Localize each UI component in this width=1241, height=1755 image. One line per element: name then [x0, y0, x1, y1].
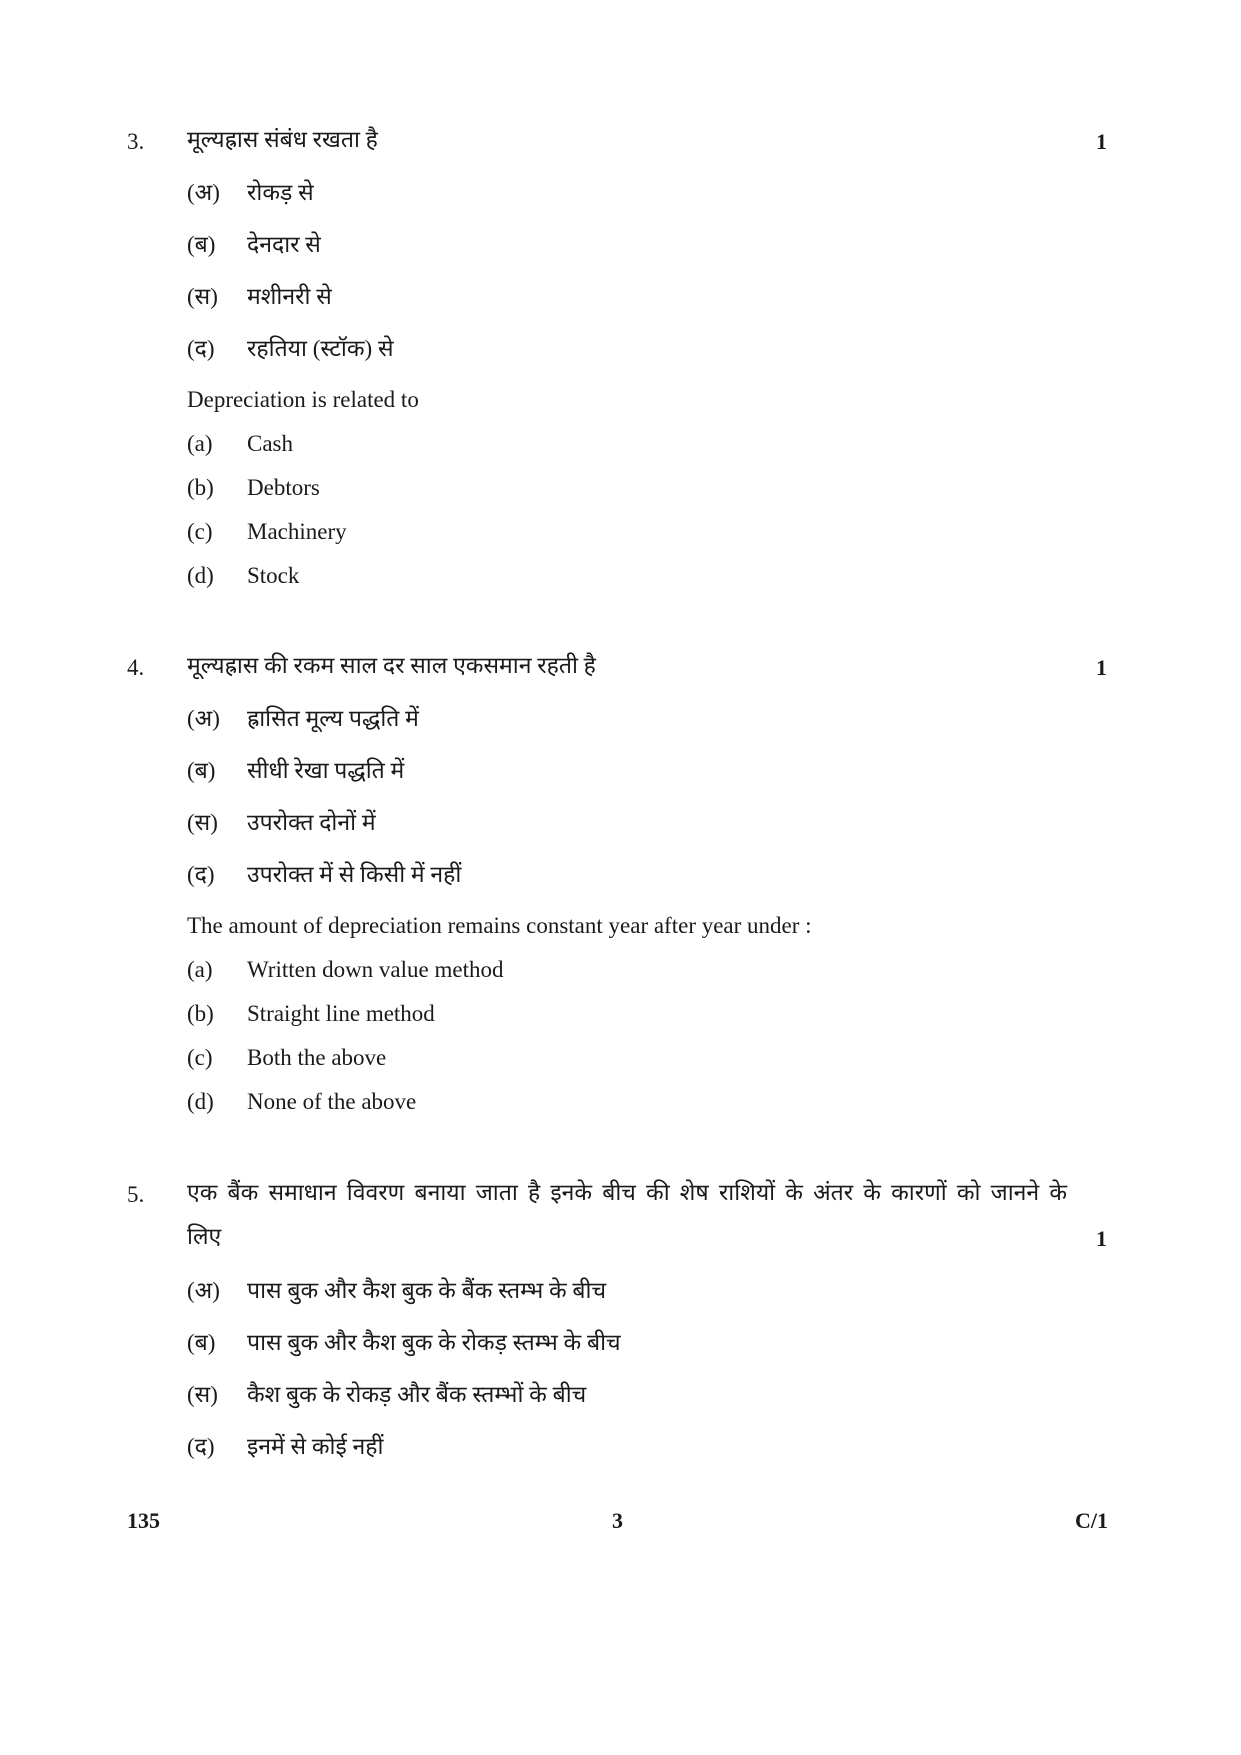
option-label: (स)	[187, 284, 218, 309]
option-label: (द)	[187, 336, 215, 361]
option-label: (b)	[187, 1001, 214, 1026]
option-text: उपरोक्त दोनों में	[247, 810, 376, 835]
option-text: रोकड़ से	[247, 180, 314, 205]
question-number: 5.	[127, 1182, 145, 1207]
option-text: पास बुक और कैश बुक के बैंक स्तम्भ के बीच	[247, 1278, 607, 1303]
option-hindi	[187, 178, 314, 208]
question-number: 4.	[127, 655, 145, 680]
option-text: Written down value method	[247, 957, 504, 982]
option-label: (d)	[187, 563, 214, 588]
option-label: (ब)	[187, 232, 216, 257]
option-text: कैश बुक के रोकड़ और बैंक स्तम्भों के बीच	[247, 1382, 587, 1407]
option-text: रहतिया (स्टॉक) से	[247, 336, 394, 361]
option-text: Debtors	[247, 475, 320, 500]
option-hindi	[187, 230, 321, 260]
option-label: (द)	[187, 1434, 215, 1459]
question-text-english: Depreciation is related to	[187, 387, 419, 412]
option-label: (c)	[187, 1045, 213, 1070]
option-text: उपरोक्त में से किसी में नहीं	[247, 862, 462, 887]
option-text: ह्रासित मूल्य पद्धति में	[247, 706, 419, 731]
option-label: (अ)	[187, 1278, 220, 1303]
footer-code: 135	[127, 1508, 160, 1533]
option-hindi	[187, 1328, 621, 1358]
option-label: (द)	[187, 862, 215, 887]
question-text-hindi: मूल्यह्रास संबंध रखता है	[187, 127, 378, 152]
option-hindi	[187, 334, 394, 364]
option-hindi	[187, 808, 376, 838]
option-text: Both the above	[247, 1045, 387, 1070]
option-english	[187, 517, 347, 547]
option-label: (b)	[187, 475, 214, 500]
option-hindi	[187, 282, 332, 312]
option-hindi	[187, 756, 404, 786]
option-hindi	[187, 704, 419, 734]
option-label: (c)	[187, 519, 213, 544]
question-number: 3.	[127, 129, 145, 154]
option-text: सीधी रेखा पद्धति में	[247, 758, 405, 783]
question-text-hindi: मूल्यह्रास की रकम साल दर साल एकसमान रहती है	[187, 653, 596, 678]
option-text: Machinery	[247, 519, 347, 544]
option-english	[187, 429, 293, 459]
option-text: पास बुक और कैश बुक के रोकड़ स्तम्भ के बीच	[247, 1330, 621, 1355]
footer-set: C/1	[1075, 1508, 1108, 1533]
option-english	[187, 1087, 416, 1117]
question-marks: 1	[1096, 129, 1107, 154]
option-text: None of the above	[247, 1089, 417, 1114]
option-hindi	[187, 1380, 586, 1410]
option-english	[187, 955, 503, 985]
option-label: (अ)	[187, 180, 220, 205]
page-number: 3	[612, 1508, 623, 1533]
option-text: Cash	[247, 431, 293, 456]
option-english	[187, 473, 320, 503]
option-hindi	[187, 1432, 383, 1462]
option-label: (अ)	[187, 706, 220, 731]
option-english	[187, 999, 435, 1029]
option-text: इनमें से कोई नहीं	[247, 1434, 384, 1459]
question-marks: 1	[1096, 655, 1107, 680]
option-label: (a)	[187, 431, 213, 456]
option-text: Stock	[247, 563, 300, 588]
option-label: (a)	[187, 957, 213, 982]
question-text-hindi-line2: लिए	[187, 1224, 222, 1249]
option-english	[187, 1043, 386, 1073]
option-label: (स)	[187, 1382, 218, 1407]
option-text: Straight line method	[247, 1001, 435, 1026]
option-label: (स)	[187, 810, 218, 835]
option-english	[187, 561, 299, 591]
question-text-english: The amount of depreciation remains constant year after year under :	[187, 913, 812, 938]
option-text: देनदार से	[247, 232, 321, 257]
question-text-hindi-line1: एक बैंक समाधान विवरण बनाया जाता है इनके बीच की शेष राशियों के अंतर के कारणों को जानने के	[187, 1180, 1067, 1205]
option-label: (ब)	[187, 1330, 216, 1355]
question-marks: 1	[1096, 1226, 1107, 1251]
option-label: (ब)	[187, 758, 216, 783]
option-label: (d)	[187, 1089, 214, 1114]
option-hindi	[187, 860, 461, 890]
option-text: मशीनरी से	[247, 284, 332, 309]
option-hindi	[187, 1276, 606, 1306]
